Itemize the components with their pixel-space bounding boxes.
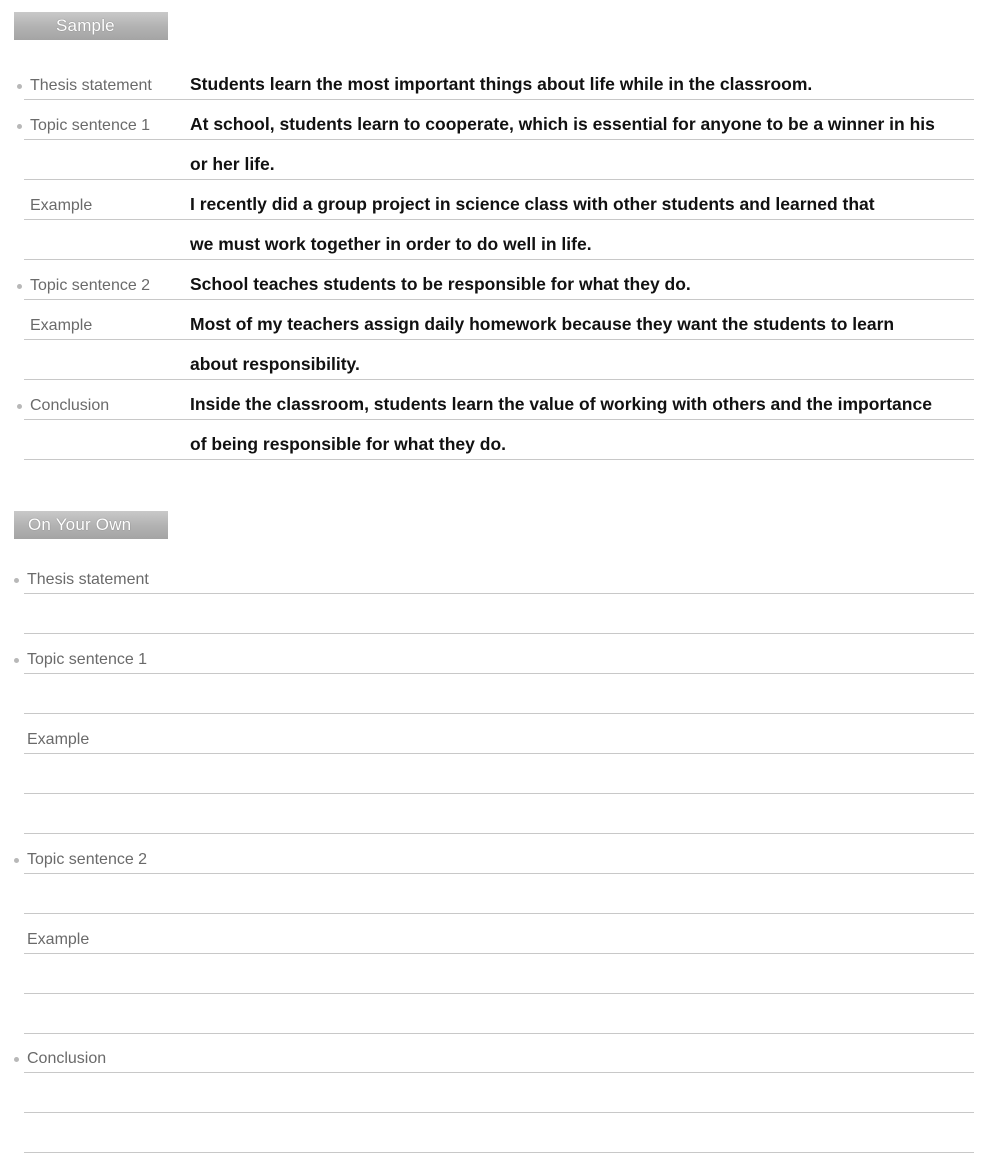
sample-row [24, 139, 974, 180]
writing-line[interactable] [24, 673, 974, 714]
row-label: Topic sentence 2 [27, 851, 148, 868]
writing-line[interactable] [24, 553, 974, 594]
writing-line[interactable] [24, 993, 974, 1034]
row-label: Topic sentence 1 [30, 117, 151, 134]
writing-line[interactable] [24, 1072, 974, 1113]
writing-line[interactable] [24, 633, 974, 674]
writing-line[interactable] [24, 713, 974, 754]
sample-row [24, 179, 974, 220]
row-label: Conclusion [27, 1050, 107, 1067]
sample-section-label: Sample [14, 12, 168, 40]
row-text: At school, students learn to cooperate, which is essential for anyone to be a winner in his [190, 114, 935, 134]
row-text: Most of my teachers assign daily homework because they want the students to learn [190, 314, 895, 334]
row-text: School teaches students to be responsible for what they do. [190, 274, 691, 294]
sample-row [24, 259, 974, 300]
sample-row [24, 379, 974, 420]
writing-line[interactable] [24, 833, 974, 874]
sample-row [24, 339, 974, 380]
writing-line[interactable] [24, 1032, 974, 1073]
row-text: I recently did a group project in science class with other students and learned that [190, 194, 875, 214]
row-label: Topic sentence 1 [27, 651, 148, 668]
sample-row [24, 99, 974, 140]
row-text: Students learn the most important things about life while in the classroom. [190, 74, 813, 94]
row-label: Example [30, 197, 93, 214]
row-label: Topic sentence 2 [30, 277, 151, 294]
on-your-own-section-label: On Your Own [14, 511, 168, 539]
sample-row [24, 419, 974, 460]
row-label: Conclusion [30, 397, 110, 414]
sample-row [24, 59, 974, 100]
writing-line[interactable] [24, 753, 974, 794]
writing-line[interactable] [24, 873, 974, 914]
row-label: Example [27, 931, 90, 948]
row-text: we must work together in order to do well in life. [190, 234, 592, 254]
row-text: Inside the classroom, students learn the value of working with others and the importance [190, 394, 932, 414]
row-text: about responsibility. [190, 354, 360, 374]
sample-row [24, 299, 974, 340]
sample-row [24, 219, 974, 260]
row-label: Thesis statement [30, 77, 152, 94]
writing-line[interactable] [24, 953, 974, 994]
row-label: Example [30, 317, 93, 334]
row-text: of being responsible for what they do. [190, 434, 506, 454]
writing-line[interactable] [24, 913, 974, 954]
row-label: Example [27, 731, 90, 748]
writing-line[interactable] [24, 593, 974, 634]
writing-line[interactable] [24, 1112, 974, 1153]
writing-line[interactable] [24, 793, 974, 834]
row-text: or her life. [190, 154, 275, 174]
row-label: Thesis statement [27, 571, 149, 588]
